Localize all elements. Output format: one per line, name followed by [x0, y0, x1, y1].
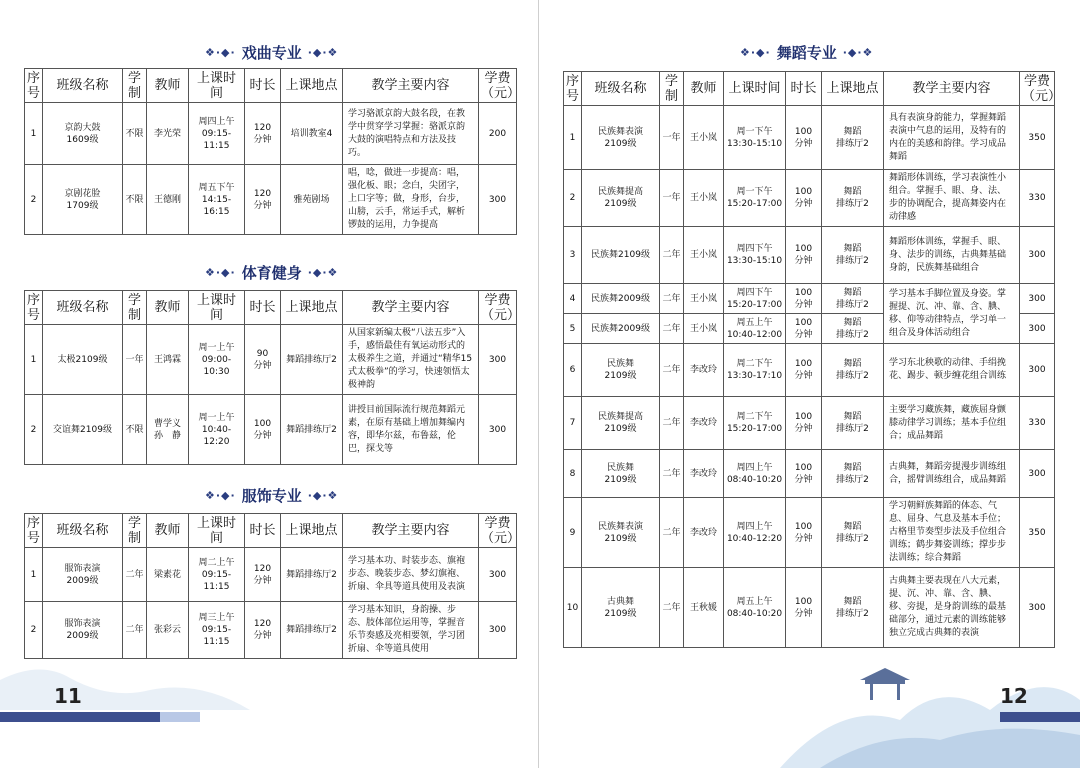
- cell-class: 京韵大鼓 1609级: [43, 103, 123, 165]
- ornament-right-icon: ·◆·❖: [842, 46, 874, 59]
- cell-place: 舞蹈 排练厅2: [822, 397, 884, 450]
- cell-fee: 350: [1020, 498, 1055, 568]
- header-fee: 学费 （元）: [479, 69, 517, 103]
- ornament-left-icon: ❖·◆·: [205, 266, 236, 279]
- cell-duration: 100 分钟: [786, 397, 822, 450]
- header-class: 班级名称: [43, 69, 123, 103]
- cell-content: 具有表演身韵能力，掌握舞蹈表演中气息的运用，及特有的内在的美感和韵律。学习成品舞蹈: [884, 106, 1020, 170]
- table-header-row: [25, 69, 517, 103]
- cell-duration: 100 分钟: [786, 170, 822, 227]
- header-class: 班级名称: [43, 514, 123, 548]
- cell-no: 6: [564, 344, 582, 397]
- cell-fee: 300: [1020, 568, 1055, 648]
- header-time: 上课时间: [189, 291, 245, 325]
- cell-class: 服饰表演 2009级: [43, 602, 123, 659]
- cell-content: 讲授目前国际流行规范舞蹈元素，在原有基础上增加舞编内容，即华尔兹，布鲁兹，伦巴，探戈等: [343, 395, 479, 465]
- cell-time: 周三上午 09:15-11:15: [189, 602, 245, 659]
- section-title-costume: [205, 485, 338, 506]
- cell-no: 3: [564, 227, 582, 284]
- footer-bar-dark: [0, 712, 160, 722]
- header-class: 班级名称: [43, 291, 123, 325]
- cell-term: 不限: [123, 395, 147, 465]
- cell-term: 二年: [660, 450, 684, 498]
- cell-content: 学习骆派京韵大鼓名段，在教学中贯穿学习掌握：骆派京韵大鼓的演唱特点和方法及技巧。: [343, 103, 479, 165]
- footer-bar-light: [160, 712, 200, 722]
- table-row: [564, 344, 1055, 397]
- header-no: 序 号: [25, 291, 43, 325]
- header-time: 上课时间: [189, 69, 245, 103]
- header-place: 上课地点: [822, 72, 884, 106]
- cell-no: 7: [564, 397, 582, 450]
- table-row: [25, 165, 517, 235]
- ornament-left-icon: ❖·◆·: [740, 46, 771, 59]
- cell-place: 舞蹈 排练厅2: [822, 498, 884, 568]
- cell-fee: 300: [1020, 344, 1055, 397]
- table-header-row: [564, 72, 1055, 106]
- cell-content: 学习东北秧歌的动律、手绢挽花、踢步、顿步缠花组合训练: [884, 344, 1020, 397]
- cell-teacher: 王秋媛: [684, 568, 724, 648]
- cell-no: 2: [25, 602, 43, 659]
- cell-place: 舞蹈 排练厅2: [822, 344, 884, 397]
- cell-time: 周五上午 10:40-12:00: [724, 314, 786, 344]
- cell-place: 舞蹈 排练厅2: [822, 450, 884, 498]
- cell-place: 舞蹈 排练厅2: [822, 568, 884, 648]
- cell-duration: 120 分钟: [245, 602, 281, 659]
- cell-teacher: 李改玲: [684, 498, 724, 568]
- cell-duration: 100 分钟: [786, 498, 822, 568]
- cell-teacher: 王小岚: [684, 106, 724, 170]
- cell-content: 舞蹈形体训练，掌握手、眼、身、法步的训练，古典舞基础身韵，民族舞基础组合: [884, 227, 1020, 284]
- cell-no: 2: [25, 165, 43, 235]
- cell-place: 舞蹈排练厅2: [281, 548, 343, 602]
- header-place: 上课地点: [281, 291, 343, 325]
- cell-content: 学习基本功、时装步态、旗袍步态、晚装步态、梦幻旗袍、折扇、伞具等道具使用及表演: [343, 548, 479, 602]
- right-page: [540, 0, 1080, 768]
- section-title-text: 戏曲专业: [241, 44, 302, 62]
- cell-time: 周一下午 13:30-15:10: [724, 106, 786, 170]
- cell-term: 二年: [123, 548, 147, 602]
- dance-course-table: [563, 71, 1062, 648]
- table-row: [564, 450, 1055, 498]
- cell-time: 周一下午 15:20-17:00: [724, 170, 786, 227]
- cell-no: 9: [564, 498, 582, 568]
- cell-no: 1: [564, 106, 582, 170]
- table-row: [564, 227, 1055, 284]
- cell-duration: 100 分钟: [786, 568, 822, 648]
- cell-duration: 100 分钟: [786, 344, 822, 397]
- header-teacher: 教师: [147, 514, 189, 548]
- header-fee: 学费 （元）: [479, 514, 517, 548]
- table-row: [25, 395, 517, 465]
- ornament-right-icon: ·◆·❖: [307, 46, 339, 59]
- cell-teacher: 曹学义 孙 静: [147, 395, 189, 465]
- cell-term: 不限: [123, 103, 147, 165]
- cell-content: 学习朝鲜族舞蹈的体态、气息、屈身、气息及基本手位；古格里节奏型步法及手位组合训练；鹤步舞姿训练；撑步步法训练；综合舞蹈: [884, 498, 1020, 568]
- cell-place: 舞蹈 排练厅2: [822, 227, 884, 284]
- cell-fee: 200: [479, 103, 517, 165]
- cell-teacher: 李改玲: [684, 397, 724, 450]
- cell-no: 1: [25, 103, 43, 165]
- cell-no: 4: [564, 284, 582, 314]
- header-place: 上课地点: [281, 69, 343, 103]
- section-title-dance: [740, 42, 873, 63]
- cell-teacher: 王小岚: [684, 227, 724, 284]
- header-content: 教学主要内容: [343, 69, 479, 103]
- cell-time: 周一上午 10:40-12:20: [189, 395, 245, 465]
- table-row: [564, 498, 1055, 568]
- cell-place: 雅苑剧场: [281, 165, 343, 235]
- table-row: [564, 284, 1055, 314]
- cell-fee: 300: [479, 325, 517, 395]
- opera-course-table: [24, 68, 521, 235]
- header-duration: 时长: [245, 514, 281, 548]
- cell-fee: 300: [1020, 284, 1055, 314]
- cell-no: 8: [564, 450, 582, 498]
- cell-term: 一年: [660, 106, 684, 170]
- header-teacher: 教师: [684, 72, 724, 106]
- header-no: 序 号: [25, 514, 43, 548]
- cell-time: 周一上午 09:00-10:30: [189, 325, 245, 395]
- cell-class: 民族舞 2109级: [582, 344, 660, 397]
- cell-fee: 330: [1020, 170, 1055, 227]
- cell-term: 二年: [660, 314, 684, 344]
- table-row: [25, 548, 517, 602]
- header-content: 教学主要内容: [884, 72, 1020, 106]
- cell-place: 舞蹈排练厅2: [281, 325, 343, 395]
- cell-teacher: 王小岚: [684, 284, 724, 314]
- cell-content: 舞蹈形体训练，学习表演性小组合。掌握手、眼、身、法、步的协调配合，提高舞姿内在动律感: [884, 170, 1020, 227]
- cell-no: 2: [564, 170, 582, 227]
- cell-term: 二年: [660, 284, 684, 314]
- cell-term: 二年: [660, 397, 684, 450]
- cell-class: 民族舞提高 2109级: [582, 397, 660, 450]
- cell-time: 周四下午 13:30-15:10: [724, 227, 786, 284]
- cell-duration: 100 分钟: [786, 227, 822, 284]
- cell-fee: 300: [479, 548, 517, 602]
- cell-no: 10: [564, 568, 582, 648]
- cell-content: 唱，唸，做进一步提高：唱，强化板、眼；念白，尖团字，上口字等；做，身形，台步，山膀，云手，常运手式，解析锣鼓的运用，力争提高: [343, 165, 479, 235]
- cell-no: 1: [25, 325, 43, 395]
- table-row: [564, 568, 1055, 648]
- header-time: 上课时间: [189, 514, 245, 548]
- table-header-row: [25, 291, 517, 325]
- cell-teacher: 王小岚: [684, 314, 724, 344]
- header-fee: 学费 （元）: [1020, 72, 1055, 106]
- cell-term: 二年: [660, 227, 684, 284]
- cell-place: 培训教室4: [281, 103, 343, 165]
- mountain-wash-decoration: [0, 650, 250, 710]
- footer-bar-dark: [1000, 712, 1080, 722]
- cell-teacher: 梁素花: [147, 548, 189, 602]
- cell-fee: 300: [479, 165, 517, 235]
- cell-place: 舞蹈排练厅2: [281, 395, 343, 465]
- cell-fee: 300: [1020, 450, 1055, 498]
- header-class: 班级名称: [582, 72, 660, 106]
- cell-content: 古典舞主要表现在八大元素，提、沉、冲、靠、含、腆、移、旁提，是身韵训练的最基础部分，通过元素的训练能够独立完成古典舞的表演: [884, 568, 1020, 648]
- cell-content: 从国家新编太极“八法五步”入手，感悟最佳有氧运动形式的太极养生之道，并通过“精华15式太极拳”的学习，快速领悟太极神韵: [343, 325, 479, 395]
- cell-place: 舞蹈 排练厅2: [822, 284, 884, 314]
- cell-class: 交谊舞2109级: [43, 395, 123, 465]
- cell-duration: 120 分钟: [245, 103, 281, 165]
- cell-class: 民族舞 2109级: [582, 450, 660, 498]
- header-fee: 学费 （元）: [479, 291, 517, 325]
- cell-class: 古典舞 2109级: [582, 568, 660, 648]
- cell-teacher: 李改玲: [684, 450, 724, 498]
- page-number: 11: [54, 684, 82, 708]
- table-row: [25, 103, 517, 165]
- header-time: 上课时间: [724, 72, 786, 106]
- cell-no: 1: [25, 548, 43, 602]
- cell-time: 周四上午 08:40-10:20: [724, 450, 786, 498]
- header-place: 上课地点: [281, 514, 343, 548]
- cell-term: 二年: [123, 602, 147, 659]
- cell-class: 民族舞2009级: [582, 314, 660, 344]
- cell-class: 民族舞2109级: [582, 227, 660, 284]
- cell-class: 太极2109级: [43, 325, 123, 395]
- ornament-left-icon: ❖·◆·: [205, 489, 236, 502]
- header-content: 教学主要内容: [343, 291, 479, 325]
- cell-term: 二年: [660, 344, 684, 397]
- cell-term: 二年: [660, 568, 684, 648]
- section-title-text: 舞蹈专业: [776, 44, 837, 62]
- cell-term: 一年: [123, 325, 147, 395]
- table-row: [564, 170, 1055, 227]
- costume-course-table: [24, 513, 521, 659]
- cell-time: 周二下午 15:20-17:00: [724, 397, 786, 450]
- cell-fee: 300: [479, 395, 517, 465]
- cell-fee: 330: [1020, 397, 1055, 450]
- cell-fee: 300: [479, 602, 517, 659]
- header-teacher: 教师: [147, 69, 189, 103]
- header-term: 学 制: [123, 291, 147, 325]
- header-duration: 时长: [245, 69, 281, 103]
- cell-duration: 100 分钟: [245, 395, 281, 465]
- section-title-opera: [205, 42, 338, 63]
- cell-place: 舞蹈 排练厅2: [822, 170, 884, 227]
- header-teacher: 教师: [147, 291, 189, 325]
- header-content: 教学主要内容: [343, 514, 479, 548]
- cell-teacher: 张彩云: [147, 602, 189, 659]
- cell-fee: 300: [1020, 314, 1055, 344]
- table-row: [25, 325, 517, 395]
- cell-teacher: 王小岚: [684, 170, 724, 227]
- cell-content: 学习基本知识，身韵操、步态、肢体部位运用等，掌握音乐节奏感及亮相要领，学习团折扇、伞等道具使用: [343, 602, 479, 659]
- cell-teacher: 李改玲: [684, 344, 724, 397]
- sports-course-table: [24, 290, 521, 465]
- cell-content: 古典舞，舞蹈旁提漫步训练组合，摇臂训练组合，成品舞蹈: [884, 450, 1020, 498]
- cell-duration: 90 分钟: [245, 325, 281, 395]
- cell-time: 周五上午 08:40-10:20: [724, 568, 786, 648]
- cell-teacher: 王鸿霖: [147, 325, 189, 395]
- cell-no: 2: [25, 395, 43, 465]
- header-duration: 时长: [786, 72, 822, 106]
- cell-class: 民族舞提高 2109级: [582, 170, 660, 227]
- section-title-text: 服饰专业: [241, 487, 302, 505]
- cell-duration: 100 分钟: [786, 106, 822, 170]
- cell-term: 二年: [660, 498, 684, 568]
- table-row: [564, 397, 1055, 450]
- cell-class: 服饰表演 2009级: [43, 548, 123, 602]
- cell-teacher: 李光荣: [147, 103, 189, 165]
- landscape-pavilion-decoration: [780, 640, 1080, 768]
- cell-time: 周四下午 15:20-17:00: [724, 284, 786, 314]
- header-term: 学 制: [123, 69, 147, 103]
- cell-teacher: 王德刚: [147, 165, 189, 235]
- cell-duration: 100 分钟: [786, 284, 822, 314]
- ornament-right-icon: ·◆·❖: [307, 489, 339, 502]
- cell-time: 周二上午 09:15-11:15: [189, 548, 245, 602]
- table-row: [564, 106, 1055, 170]
- cell-class: 民族舞表演 2109级: [582, 106, 660, 170]
- cell-content: 主要学习藏族舞，藏族屈身颤膝动律学习训练；基本手位组合；成品舞蹈: [884, 397, 1020, 450]
- cell-duration: 120 分钟: [245, 165, 281, 235]
- cell-place: 舞蹈 排练厅2: [822, 106, 884, 170]
- cell-time: 周四上午 09:15-11:15: [189, 103, 245, 165]
- header-duration: 时长: [245, 291, 281, 325]
- cell-no: 5: [564, 314, 582, 344]
- header-no: 序 号: [564, 72, 582, 106]
- section-title-sports: [205, 262, 338, 283]
- header-term: 学 制: [660, 72, 684, 106]
- header-term: 学 制: [123, 514, 147, 548]
- table-header-row: [25, 514, 517, 548]
- cell-place: 舞蹈排练厅2: [281, 602, 343, 659]
- cell-fee: 350: [1020, 106, 1055, 170]
- ornament-left-icon: ❖·◆·: [205, 46, 236, 59]
- cell-term: 不限: [123, 165, 147, 235]
- cell-duration: 100 分钟: [786, 450, 822, 498]
- page-number: 12: [1000, 684, 1028, 708]
- header-no: 序 号: [25, 69, 43, 103]
- cell-content: 学习基本手脚位置及身姿。掌握提、沉、冲、靠、含、腆、移、仰等动律特点，学习单一组合及身体活动组合: [884, 284, 1020, 344]
- cell-time: 周五下午 14:15-16:15: [189, 165, 245, 235]
- ornament-right-icon: ·◆·❖: [307, 266, 339, 279]
- section-title-text: 体育健身: [241, 264, 302, 282]
- cell-duration: 120 分钟: [245, 548, 281, 602]
- cell-class: 京剧花脸 1709级: [43, 165, 123, 235]
- cell-class: 民族舞2009级: [582, 284, 660, 314]
- cell-time: 周四上午 10:40-12:20: [724, 498, 786, 568]
- cell-duration: 100 分钟: [786, 314, 822, 344]
- cell-time: 周二下午 13:30-17:10: [724, 344, 786, 397]
- cell-place: 舞蹈 排练厅2: [822, 314, 884, 344]
- cell-fee: 300: [1020, 227, 1055, 284]
- cell-class: 民族舞表演 2109级: [582, 498, 660, 568]
- cell-term: 一年: [660, 170, 684, 227]
